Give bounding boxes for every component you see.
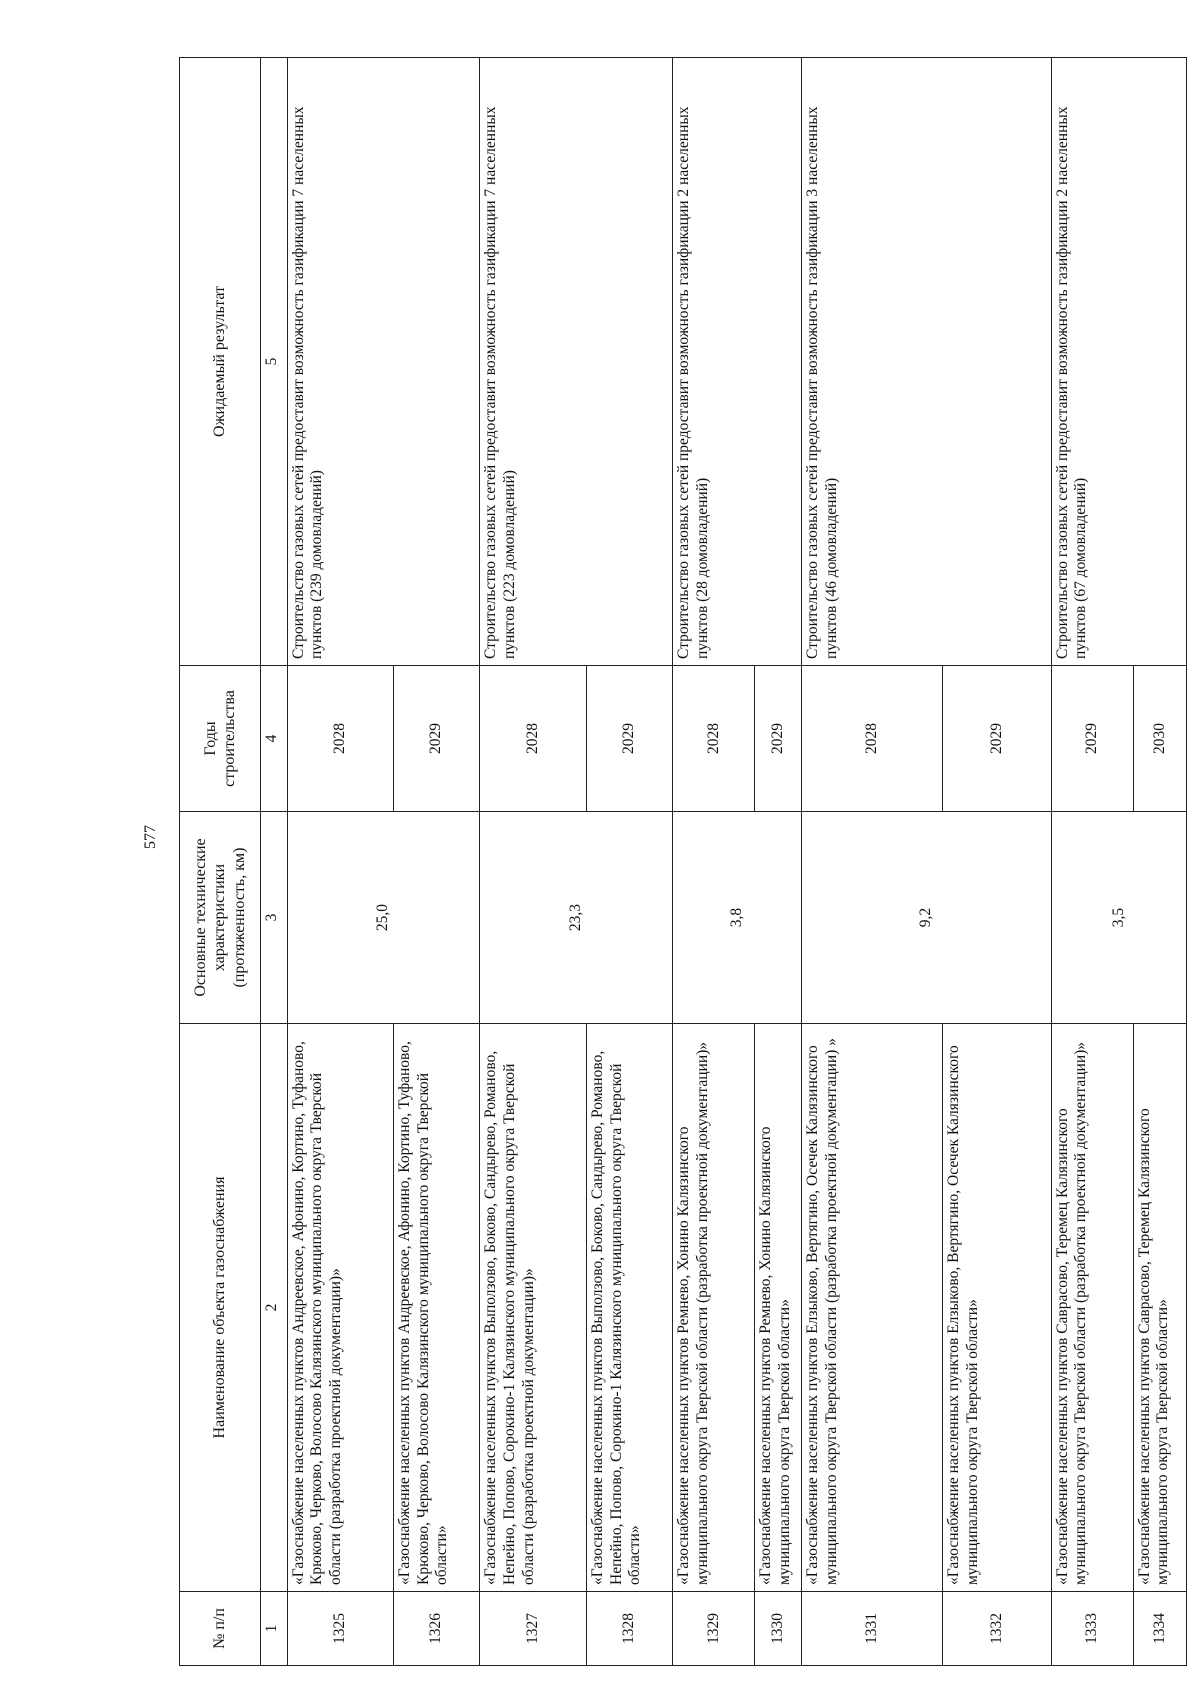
expected-result: Строительство газовых сетей предоставит возможность газификации 7 населенных пунктов (239 домовладений) [287,58,480,666]
row-number: 1332 [943,1592,1052,1666]
pipeline-length: 23,3 [480,812,673,1024]
construction-year: 2029 [586,666,672,812]
object-name: «Газоснабжение населенных пунктов Савраcово, Теремец Калязинского муниципального округа Тверской области» [1133,1024,1186,1592]
construction-year: 2028 [480,666,586,812]
col-index-4: 4 [260,666,287,812]
row-number: 1333 [1051,1592,1133,1666]
object-name: «Газоснабжение населенных пунктов Андреевское, Афонино, Кортино, Туфаново, Крюково, Черково, Волосово Калязинского муниципального округа Тверской области» [393,1024,479,1592]
col-index-1: 1 [260,1592,287,1666]
table-row [802,58,943,1666]
col-index-5: 5 [260,58,287,666]
construction-year: 2029 [1051,666,1133,812]
object-name: «Газоснабжение населенных пунктов Савраcово, Теремец Калязинского муниципального округа Тверской области (разработка проектной документации)» [1051,1024,1133,1592]
header-tech: Основные технические характеристики (протяженность, км) [180,812,261,1024]
pipeline-length: 9,2 [802,812,1051,1024]
object-name: «Газоснабжение населенных пунктов Выползово, Боково, Сандырево, Романово, Непейно, Попово, Сорокино-1 Калязинского муниципального округа Тверской области (разработка проектной документации)» [480,1024,586,1592]
object-name: «Газоснабжение населенных пунктов Выползово, Боково, Сандырево, Романово, Непейно, Попово, Сорокино-1 Калязинского муниципального округа Тверской области» [586,1024,672,1592]
table-row [1051,58,1133,1666]
header-num: № п/п [180,1592,261,1666]
gas-supply-table [179,57,1187,1666]
object-name: «Газоснабжение населенных пунктов Ремнево, Хонино Калязинского муниципального округа Тверской области (разработка проектной документации)» [673,1024,755,1592]
expected-result: Строительство газовых сетей предоставит возможность газификации 2 населенных пунктов (67 домовладений) [1051,58,1186,666]
page-number: 577 [142,825,159,849]
construction-year: 2029 [755,666,802,812]
row-number: 1328 [586,1592,672,1666]
col-index-3: 3 [260,812,287,1024]
construction-year: 2028 [673,666,755,812]
row-number: 1331 [802,1592,943,1666]
table-row [287,58,393,1666]
row-number: 1334 [1133,1592,1186,1666]
object-name: «Газоснабжение населенных пунктов Ремнево, Хонино Калязинского муниципального округа Тверской области» [755,1024,802,1592]
table-row [480,58,586,1666]
row-number: 1325 [287,1592,393,1666]
pipeline-length: 25,0 [287,812,480,1024]
expected-result: Строительство газовых сетей предоставит возможность газификации 2 населенных пунктов (28 домовладений) [673,58,802,666]
header-name: Наименование объекта газоснабжения [180,1024,261,1592]
row-number: 1326 [393,1592,479,1666]
index-row [260,58,287,1666]
pipeline-length: 3,5 [1051,812,1186,1024]
row-number: 1327 [480,1592,586,1666]
row-number: 1329 [673,1592,755,1666]
expected-result: Строительство газовых сетей предоставит возможность газификации 7 населенных пунктов (223 домовладений) [480,58,673,666]
pipeline-length: 3,8 [673,812,802,1024]
construction-year: 2029 [943,666,1052,812]
construction-year: 2028 [802,666,943,812]
object-name: «Газоснабжение населенных пунктов Андреевское, Афонино, Кортино, Туфаново, Крюково, Черково, Волосово Калязинского муниципального округа Тверской области (разработка проектной документации)» [287,1024,393,1592]
object-name: «Газоснабжение населенных пунктов Елзыково, Вертягино, Осечек Калязинского муниципального округа Тверской области (разработка проектной документации) » [802,1024,943,1592]
rotated-table-container [179,58,1187,1666]
col-index-2: 2 [260,1024,287,1592]
header-row [180,58,261,1666]
header-years: Годы строительства [180,666,261,812]
expected-result: Строительство газовых сетей предоставит возможность газификации 3 населенных пунктов (46 домовладений) [802,58,1051,666]
construction-year: 2028 [287,666,393,812]
header-result: Ожидаемый результат [180,58,261,666]
row-number: 1330 [755,1592,802,1666]
table-row [673,58,755,1666]
construction-year: 2030 [1133,666,1186,812]
construction-year: 2029 [393,666,479,812]
object-name: «Газоснабжение населенных пунктов Елзыково, Вертягино, Осечек Калязинского муниципального округа Тверской области» [943,1024,1052,1592]
